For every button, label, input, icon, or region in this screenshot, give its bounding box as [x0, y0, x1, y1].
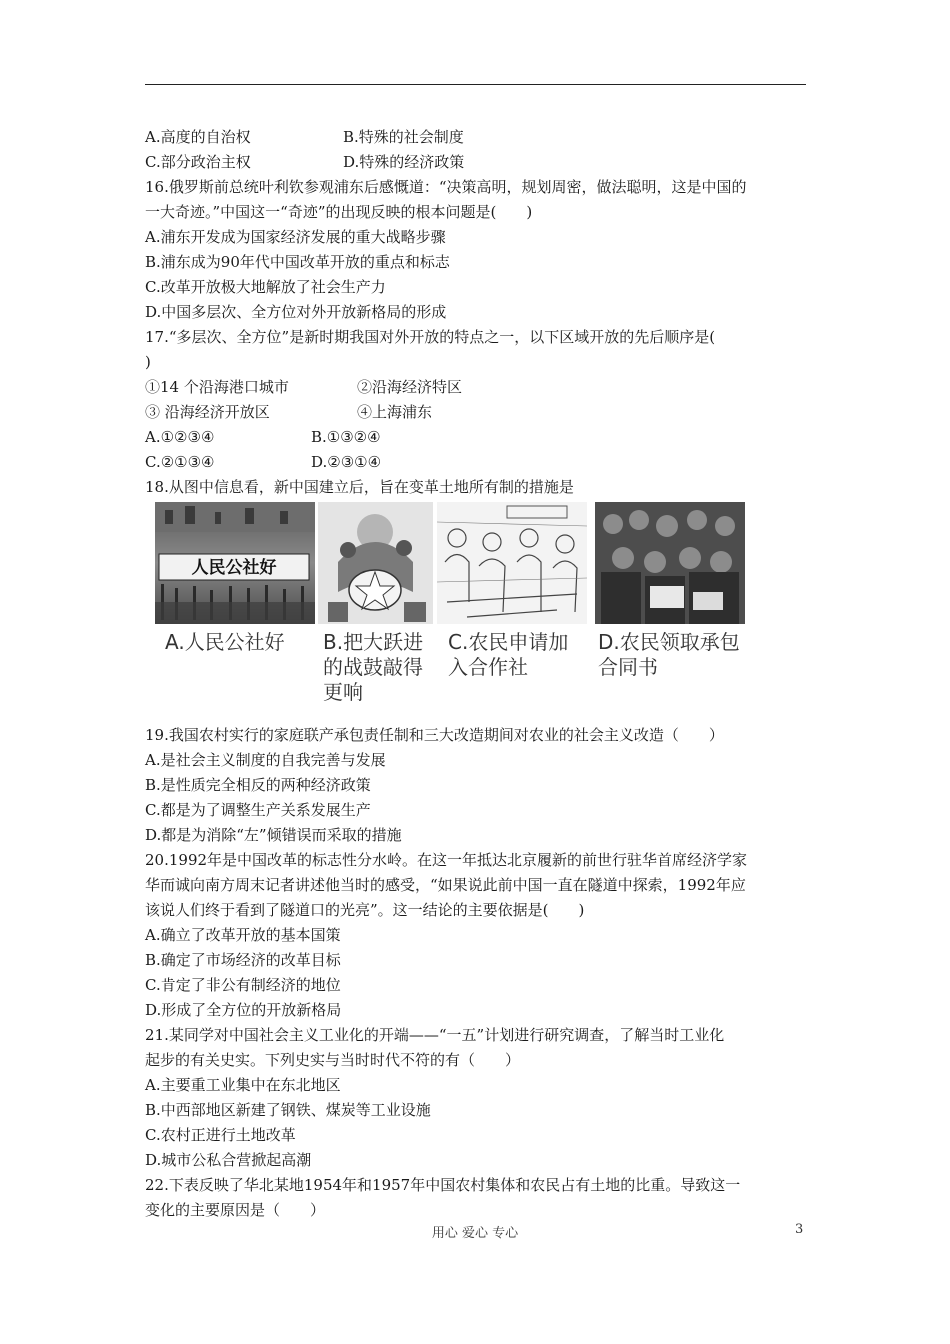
q20-stem-line1: 20.1992年是中国改革的标志性分水岭。在这一年抵达北京履新的前世行驻华首席经济学家	[145, 851, 748, 869]
page-number: 3	[795, 1222, 804, 1237]
banner-text: 人民公社好	[191, 558, 277, 578]
q17-items-row2	[145, 402, 433, 422]
footer-motto: 用心 爱心 专心	[431, 1226, 519, 1241]
q18-photo-strip	[155, 502, 745, 702]
q21-option-b[interactable]: B.中西部地区新建了钢铁、煤炭等工业设施	[145, 1101, 431, 1119]
photo-c-cooperative-sketch	[437, 502, 587, 624]
photo-d-contract-crowd	[595, 502, 745, 624]
q19-option-a[interactable]: A.是社会主义制度的自我完善与发展	[145, 751, 386, 769]
q20-stem-line2: 华而诚向南方周末记者讲述他当时的感受，“如果说此前中国一直在隧道中探索，1992年应	[145, 876, 746, 894]
photo-b-great-leap-poster	[318, 502, 433, 624]
q17-stem-line2: )	[145, 353, 151, 371]
contract-crowd-image	[595, 502, 745, 624]
photo-a-commune-parade	[155, 502, 315, 624]
q21-stem-line1: 21.某同学对中国社会主义工业化的开端——“一五”计划进行研究调查，了解当时工业化	[145, 1026, 725, 1044]
q17-item-1: ①14 个沿海港口城市	[145, 378, 289, 396]
q21-option-c[interactable]: C.农村正进行土地改革	[145, 1126, 296, 1144]
q15-option-d[interactable]: D.特殊的经济政策	[343, 153, 465, 171]
header-rule	[145, 84, 806, 85]
q20-option-c[interactable]: C.肯定了非公有制经济的地位	[145, 976, 341, 994]
q19-option-b[interactable]: B.是性质完全相反的两种经济政策	[145, 776, 371, 794]
q16-stem-line1: 16.俄罗斯前总统叶利钦参观浦东后感慨道：“决策高明，规划周密，做法聪明，这是中国的	[145, 178, 747, 196]
q16-option-a[interactable]: A.浦东开发成为国家经济发展的重大战略步骤	[145, 228, 446, 246]
caption-a: A.人民公社好	[165, 630, 285, 654]
q21-stem-line2: 起步的有关史实。下列史实与当时时代不符的有（ ）	[145, 1051, 521, 1069]
q17-items-row1	[145, 377, 463, 397]
q20-option-d[interactable]: D.形成了全方位的开放新格局	[145, 1001, 342, 1019]
q17-option-d[interactable]: D.②③①④	[311, 453, 382, 471]
q15-option-b[interactable]: B.特殊的社会制度	[343, 128, 464, 146]
q21-option-a[interactable]: A.主要重工业集中在东北地区	[145, 1076, 341, 1094]
q16-option-c[interactable]: C.改革开放极大地解放了社会生产力	[145, 278, 386, 296]
q19-stem: 19.我国农村实行的家庭联产承包责任制和三大改造期间对农业的社会主义改造（ ）	[145, 726, 724, 744]
caption-c: C.农民申请加入合作社	[448, 630, 569, 679]
q20-option-b[interactable]: B.确定了市场经济的改革目标	[145, 951, 341, 969]
q15-options-row1	[145, 127, 464, 147]
q17-stem-line1: 17.“多层次、全方位”是新时期我国对外开放的特点之一，以下区域开放的先后顺序是(	[145, 328, 716, 346]
q17-item-3: ③ 沿海经济开放区	[145, 403, 270, 421]
q18-stem: 18.从图中信息看，新中国建立后，旨在变革土地所有制的措施是	[145, 478, 574, 496]
parade-photo-image	[155, 502, 315, 624]
q22-stem-line1: 22.下表反映了华北某地1954年和1957年中国农村集体和农民占有土地的比重。导致这一	[145, 1176, 741, 1194]
q17-option-c[interactable]: C.②①③④	[145, 453, 215, 471]
q17-option-a[interactable]: A.①②③④	[145, 428, 215, 446]
q15-option-a[interactable]: A.高度的自治权	[145, 128, 251, 146]
q20-stem-line3: 该说人们终于看到了隧道口的光亮”。这一结论的主要依据是( )	[145, 901, 585, 919]
q15-options-row2	[145, 152, 465, 172]
q16-option-b[interactable]: B.浦东成为90年代中国改革开放的重点和标志	[145, 253, 450, 271]
q16-option-d[interactable]: D.中国多层次、全方位对外开放新格局的形成	[145, 303, 447, 321]
caption-b: B.把大跃进的战鼓敲得更响	[323, 630, 424, 704]
q17-options-row2	[145, 452, 382, 472]
q19-option-c[interactable]: C.都是为了调整生产关系发展生产	[145, 801, 371, 819]
q17-item-2: ②沿海经济特区	[357, 378, 463, 396]
drum-poster-image	[318, 502, 433, 624]
q19-option-d[interactable]: D.都是为消除“左”倾错误而采取的措施	[145, 826, 402, 844]
q17-option-b[interactable]: B.①③②④	[311, 428, 381, 446]
q16-stem-line2: 一大奇迹。”中国这一“奇迹”的出现反映的根本问题是( )	[145, 203, 533, 221]
caption-d: D.农民领取承包合同书	[598, 630, 740, 679]
q21-option-d[interactable]: D.城市公私合营掀起高潮	[145, 1151, 312, 1169]
q15-option-c[interactable]: C.部分政治主权	[145, 153, 251, 171]
q20-option-a[interactable]: A.确立了改革开放的基本国策	[145, 926, 341, 944]
q17-item-4: ④上海浦东	[357, 403, 433, 421]
cooperative-sketch-image	[437, 502, 587, 624]
q17-options-row1	[145, 427, 381, 447]
q22-stem-line2: 变化的主要原因是（ ）	[145, 1201, 326, 1219]
